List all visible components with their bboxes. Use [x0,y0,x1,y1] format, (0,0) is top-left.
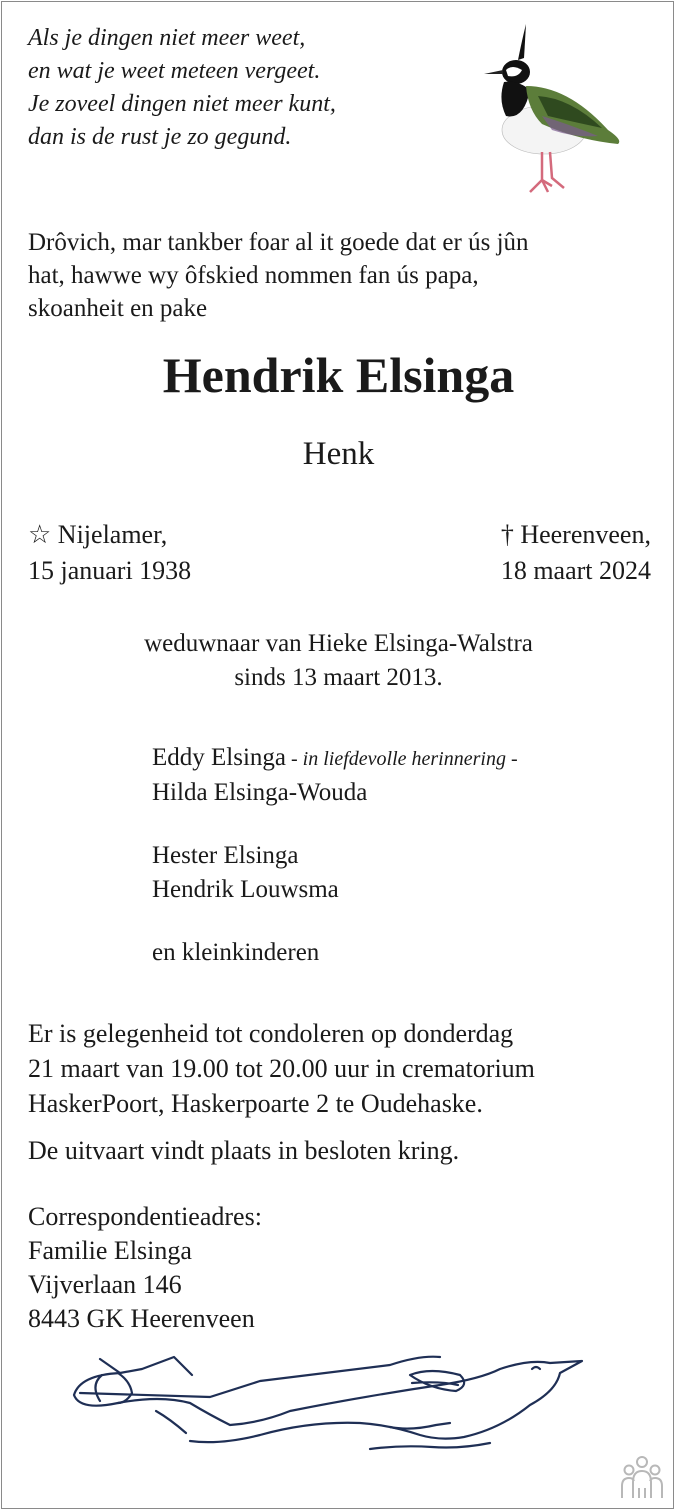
birth-info [28,517,191,589]
family-group-1 [152,741,518,810]
death-place: † Heerenveen, [500,520,651,549]
address-line: 8443 GK Heerenveen [28,1304,255,1333]
family-group-2 [152,839,339,907]
poem [28,22,336,154]
family-group-3 [152,936,319,970]
death-date: 18 maart 2024 [500,556,651,585]
poem-line: dan is de rust je zo gegund. [28,124,292,150]
correspondence-address [28,1200,262,1336]
condolence-line: Er is gelegenheid tot condoleren op donderdag [28,1019,514,1048]
address-line: Vijverlaan 146 [28,1270,182,1299]
intro-line: skoanheit en pake [28,295,208,322]
deceased-name: Hendrik Elsinga [162,347,515,403]
bird-line-sketch [60,1345,590,1465]
death-info [501,517,651,589]
condolence-text [28,1016,658,1121]
lapwing-bird-illustration [478,20,628,200]
poem-line: Als je dingen niet meer weet, [28,25,306,51]
birth-place: ☆ Nijelamer, [28,520,168,549]
address-line: Familie Elsinga [28,1236,192,1265]
family-member: en kleinkinderen [152,939,320,966]
address-line: Correspondentieadres: [28,1202,262,1231]
family-member: Hilda Elsinga-Wouda [152,779,368,806]
birth-date: 15 januari 1938 [28,556,192,585]
intro-line: Drôvich, mar tankber foar al it goede dat er ús jûn [28,229,529,256]
deceased-nickname: Henk [302,436,375,472]
family-member: Hester Elsinga [152,842,299,869]
poem-line: en wat je weet meteen vergeet. [28,58,321,84]
widower-line: weduwnaar van Hieke Elsinga-Walstra [144,630,533,657]
condolence-line: HaskerPoort, Haskerpoarte 2 te Oudehaske. [28,1089,483,1118]
funeral-text: De uitvaart vindt plaats in besloten kring. [28,1136,460,1165]
intro-line: hat, hawwe wy ôfskied nommen fan ús papa, [28,262,479,289]
poem-line: Je zoveel dingen niet meer kunt, [28,91,336,117]
family-member: Hendrik Louwsma [152,876,339,903]
people-group-logo-icon [619,1454,665,1500]
widower-line: sinds 13 maart 2013. [234,664,443,691]
condolence-line: 21 maart van 19.00 tot 20.00 uur in crematorium [28,1054,535,1083]
family-member: Eddy Elsinga [152,744,287,771]
memorial-note: - in liefdevolle herinnering - [286,748,518,770]
intro-text [28,226,648,325]
widower-text [0,627,677,695]
